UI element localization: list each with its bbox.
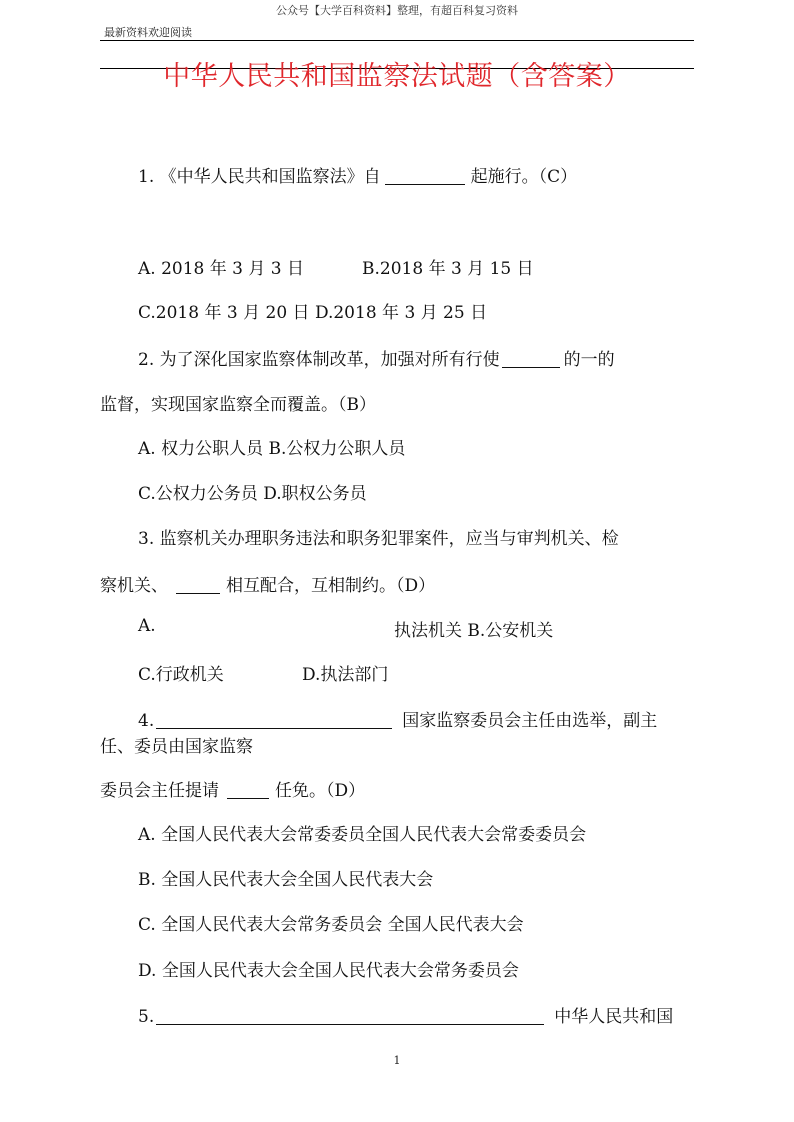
question-4-line3-prefix: 委员会主任提请 (100, 781, 219, 801)
answer-blank (156, 1006, 544, 1025)
question-3-line2-suffix: 相互配合，互相制约。（D） (226, 576, 436, 596)
question-4-line3 (100, 776, 365, 801)
question-2-suffix: 的一的 (563, 350, 615, 370)
question-4-suffix: 国家监察委员会主任由选举，副主 (402, 711, 658, 731)
q2-options-cd: C.公权力公务员 D.职权公务员 (138, 484, 367, 504)
q4-option-d: D. 全国人民代表大会全国人民代表大会常务委员会 (138, 961, 519, 981)
header-label: 最新资料欢迎阅读 (104, 26, 192, 39)
q1-option-a: A. 2018 年 3 月 3 日 (138, 259, 304, 279)
header-rule (100, 40, 694, 41)
question-1-prefix: 1. 《中华人民共和国监察法》自 (138, 167, 381, 187)
question-5 (138, 1002, 673, 1027)
q3-option-d: D.执法部门 (302, 665, 389, 685)
question-1 (138, 162, 577, 187)
question-3-line2-prefix: 察机关、 (100, 576, 168, 596)
question-4-line2: 任、委员由国家监察 (100, 737, 253, 757)
page-title: 中华人民共和国监察法试题（含答案） (163, 61, 631, 92)
question-5-suffix: 中华人民共和国 (554, 1007, 674, 1027)
question-2-line2: 监督，实现国家监察全而覆盖。（B） (100, 395, 376, 415)
page-number: 1 (393, 1054, 401, 1067)
q3-option-a: A. (138, 616, 156, 636)
q4-option-c: C. 全国人民代表大会常务委员会 全国人民代表大会 (138, 915, 524, 935)
q3-option-c: C.行政机关 (138, 665, 224, 685)
answer-blank (385, 166, 465, 185)
question-1-suffix: 起施行。（C） (470, 167, 578, 187)
q3-option-a-tail: 执法机关 B.公安机关 (394, 621, 554, 641)
q2-options-ab: A. 权力公职人员 B.公权力公职人员 (138, 439, 406, 459)
answer-blank (502, 349, 560, 368)
top-banner: 公众号【大学百科资料】整理，有超百科复习资料 (276, 4, 518, 17)
q4-option-a: A. 全国人民代表大会常委委员全国人民代表大会常委委员会 (138, 825, 587, 845)
answer-blank (156, 710, 392, 729)
question-4-prefix: 4. (138, 711, 155, 731)
question-3-line2 (100, 571, 435, 596)
question-3: 3. 监察机关办理职务违法和职务犯罪案件，应当与审判机关、检 (138, 529, 619, 549)
q1-option-b: B.2018 年 3 月 15 日 (362, 259, 534, 279)
question-4 (138, 706, 657, 731)
question-2 (138, 345, 615, 370)
answer-blank (176, 575, 220, 594)
question-2-prefix: 2. 为了深化国家监察体制改革，加强对所有行使 (138, 350, 500, 370)
question-5-prefix: 5. (138, 1007, 155, 1027)
answer-blank (227, 780, 269, 799)
q1-options-cd: C.2018 年 3 月 20 日 D.2018 年 3 月 25 日 (138, 303, 488, 323)
question-4-line3-suffix: 任免。（D） (275, 781, 366, 801)
q4-option-b: B. 全国人民代表大会全国人民代表大会 (138, 870, 434, 890)
